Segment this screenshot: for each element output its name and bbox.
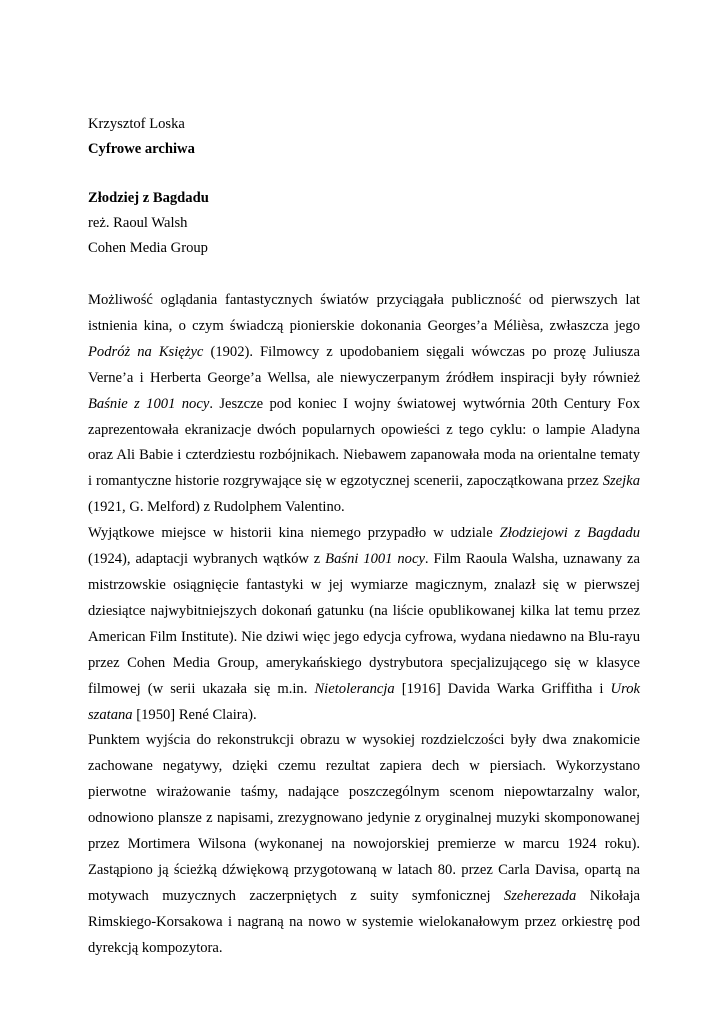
text-run: [1916] Davida Warka Griffitha i	[394, 680, 611, 697]
text-run: (1902). Filmowcy z upodobaniem sięgali wówczas po prozę Juliusza Verne’a i Herberta George’a Wellsa, ale niewyczerpanym źródłem inspiracji były również	[88, 343, 640, 386]
paragraph-2	[88, 521, 640, 728]
paragraph-1	[88, 288, 640, 521]
film-publisher: Cohen Media Group	[88, 240, 208, 256]
film-director: reż. Raoul Walsh	[88, 215, 188, 231]
spacer	[88, 162, 640, 186]
text-run: Nikołaja Rimskiego-Korsakowa i nagraną na nowo w systemie wielokanałowym przez orkiestrę pod dyrekcją kompozytora.	[88, 887, 640, 956]
text-run: (1924), adaptacji wybranych wątków z	[88, 551, 326, 568]
italic-title: Urok szatana	[88, 680, 640, 723]
text-run: [1950] René Claira).	[132, 706, 257, 723]
italic-title: Szeherezada	[503, 887, 577, 904]
text-run: . Film Raoula Walsha, uznawany za mistrzowskie osiągnięcie fantastyki w jej wymiarze magicznym, znalazł się w pierwszej dziesiątce najwybitniejszych dokonań gatunku (na liście opublikowanej kilka lat temu przez American Film Institute). Nie dziwi więc jego edycja cyfrowa, wydana niedawno na Blu-rayu przez Cohen Media Group, amerykańskiego dystrybutora specjalizującego się w klasyce filmowej (w serii ukazała się m.in.	[88, 551, 640, 697]
text-run: Wyjątkowe miejsce w historii kina niemego przypadło w udziale	[88, 525, 500, 542]
italic-title: Podróż na Księżyc	[88, 343, 204, 360]
document-page	[88, 112, 640, 962]
italic-title: Szejka	[602, 473, 640, 490]
spacer	[88, 261, 640, 288]
italic-title: Baśni 1001 nocy	[325, 551, 425, 568]
italic-title: Nietolerancja	[314, 680, 395, 697]
film-title: Złodziej z Bagdadu	[88, 190, 209, 206]
text-run: Punktem wyjścia do rekonstrukcji obrazu w wysokiej rozdzielczości były dwa znakomicie zachowane negatywy, dzięki czemu rezultat zapiera dech w piersiach. Wykorzystano pierwotne wirażowanie taśmy, nadające poszczególnym scenom niepowtarzalny walor, odnowiono plansze z napisami, zrezygnowano jedynie z oryginalnej muzyki skomponowanej przez Mortimera Wilsona (wykonanej na nowojorskiej premierze w marcu 1924 roku). Zastąpiono ją ścieżką dźwiękową przygotowaną w latach 80. przez Carla Davisa, opartą na motywach muzycznych zaczerpniętych z suity symfonicznej	[88, 732, 640, 904]
text-run: Możliwość oglądania fantastycznych światów przyciągała publiczność od pierwszych lat istnienia kina, o czym świadczą pionierskie dokonania Georges’a Méliѐsa, zwłaszcza jego	[88, 292, 640, 334]
italic-title: Złodziejowi z Bagdadu	[499, 525, 640, 542]
text-run: . Jeszcze pod koniec I wojny światowej wytwórnia 20th Century Fox zaprezentowała ekranizacje dwóch popularnych opowieści z tego cyklu: o lampie Aladyna oraz Ali Babie i czterdziestu rozbójnikach. Niebawem zapanowała moda na orientalne tematy i romantyczne historie rozgrywające się w egzotycznej scenerii, zapoczątkowana przez	[88, 395, 640, 490]
italic-title: Baśnie z 1001 nocy	[88, 395, 210, 412]
paragraph-3	[88, 728, 640, 961]
text-run: (1921, G. Melford) z Rudolphem Valentino.	[88, 499, 345, 516]
column-title: Cyfrowe archiwa	[88, 141, 195, 157]
author-name: Krzysztof Loska	[88, 116, 185, 132]
